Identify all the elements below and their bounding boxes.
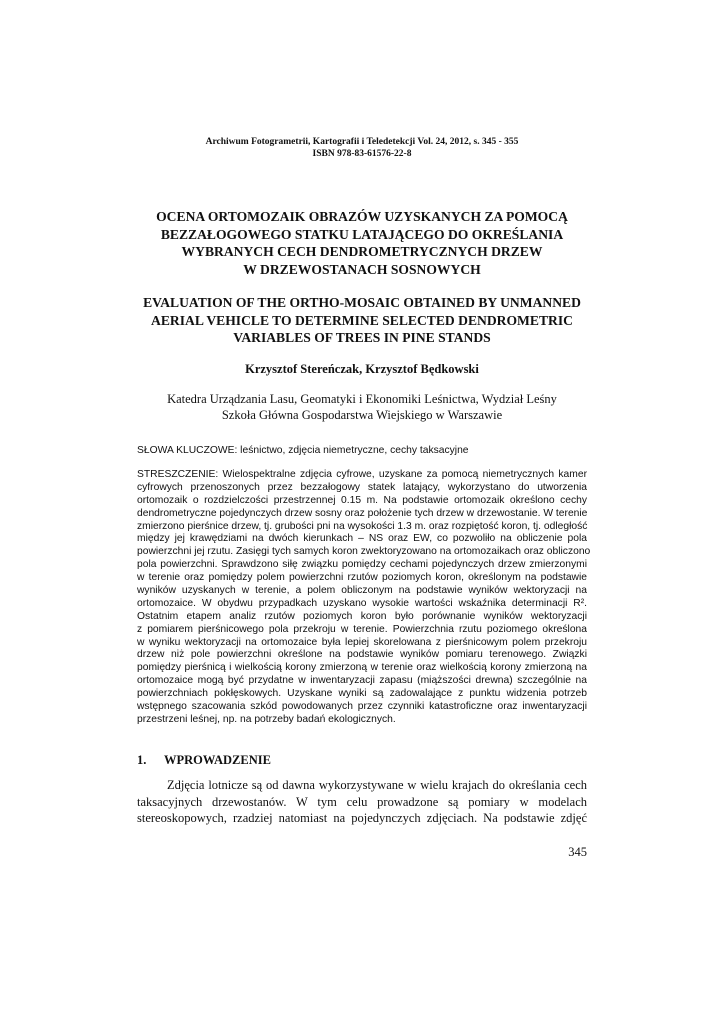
title-english xyxy=(110,294,614,347)
abstract-line: wstępnego szacowania szkód powodowanych przez czynniki katastroficzne oraz inwentaryzacji xyxy=(137,701,587,713)
abstract-line: cyfrowych przenoszonych przez bezzałogowy statek latający, wykorzystano do utworzenia xyxy=(137,481,587,493)
title-pl-line: OCENA ORTOMOZAIK OBRAZÓW UZYSKANYCH ZA POMOCĄ xyxy=(156,209,568,224)
abstract-line: ortomozaice mogą być przydatne w inwentaryzacji zapasu (miąższości drewna) szczególnie na xyxy=(137,675,587,687)
affiliation xyxy=(0,391,724,423)
abstract-line: powierzchniach pokłęskowych. Uzyskane wyniki są zadowalające z punktu widzenia potrzeb xyxy=(137,688,587,700)
abstract-line: Ostatnim etapem analiz rzutów poziomych koron było porównanie wyników wektoryzacji xyxy=(137,610,587,622)
title-en-line: VARIABLES OF TREES IN PINE STANDS xyxy=(233,330,491,345)
abstract-line: pola powierzchni. Sprawdzono siłę związku pomiędzy cechami pojedynczych drzew zmierzonymi xyxy=(137,559,587,571)
abstract-line: zmierzono pierśnice drzew, tj. grubości pni na wysokości 1.3 m. oraz rozpiętość koron, tj. odległość xyxy=(137,520,588,532)
keywords: SŁOWA KLUCZOWE: leśnictwo, zdjęcia niemetryczne, cechy taksacyjne xyxy=(137,445,469,456)
intro-line: taksacyjnych drzewostanów. W tym celu prowadzone są pomiary w modelach xyxy=(137,794,587,809)
section-title: WPROWADZENIE xyxy=(164,753,271,767)
journal-citation: Archiwum Fotogrametrii, Kartografii i Teledetekcji Vol. 24, 2012, s. 345 - 355 xyxy=(205,137,519,147)
abstract-line: z pomiarem pierśnicowego pola przekroju w terenie. Powierzchnia rzutu poziomego określona xyxy=(137,623,587,635)
abstract-line: drzew niż pole powierzchni określone na podstawie wyników pomiaru terenowego. Związki xyxy=(137,649,587,661)
abstract-line: ortomozaik o rozdzielczości przestrzennej 0.15 m. Na podstawie ortomozaik określono cechy xyxy=(137,494,587,506)
page-number: 345 xyxy=(568,845,587,859)
abstract-line: STRESZCZENIE: Wielospektralne zdjęcia cyfrowe, uzyskane za pomocą niemetrycznych kamer xyxy=(137,469,587,480)
title-polish xyxy=(120,208,604,278)
abstract-line: ortomozaice. W obydwu przypadkach uzyskano wysokie wartości wskaźnika determinacji R². xyxy=(137,597,587,609)
abstract-line: powierzchni jej rzutu. Zasięgi tych samych koron zwektoryzowano na ortomozaikach oraz obliczono xyxy=(137,546,591,558)
abstract-line: między jej krawędziami na dwóch kierunkach – NS oraz EW, co pozwoliło na obliczenie pola xyxy=(137,533,587,545)
affiliation-line: Szkoła Główna Gospodarstwa Wiejskiego w Warszawie xyxy=(221,408,503,422)
title-pl-line: WYBRANYCH CECH DENDROMETRYCZNYCH DRZEW xyxy=(181,244,543,259)
abstract xyxy=(137,469,591,727)
intro-line: Zdjęcia lotnicze są od dawna wykorzystywane w wielu krajach do określania cech xyxy=(167,778,587,792)
intro-paragraph xyxy=(137,777,587,827)
section-heading xyxy=(137,753,271,768)
journal-header xyxy=(0,136,724,160)
abstract-line: dendrometryczne pojedynczych drzew sosny oraz położenie tych drzew w drzewostanie. W terenie xyxy=(137,507,588,519)
title-en-line: EVALUATION OF THE ORTHO-MOSAIC OBTAINED BY UNMANNED xyxy=(143,295,581,310)
intro-line: stereoskopowych, rzadziej natomiast na pojedynczych zdjęciach. Na podstawie zdjęć xyxy=(137,811,587,826)
abstract-line: pomiędzy pierśnicą i wielkością korony zmierzoną w terenie oraz wielkością korony zmierzoną na xyxy=(137,662,587,674)
title-en-line: AERIAL VEHICLE TO DETERMINE SELECTED DENDROMETRIC xyxy=(151,312,573,328)
affiliation-line: Katedra Urządzania Lasu, Geomatyki i Ekonomiki Leśnictwa, Wydział Leśny xyxy=(167,392,557,406)
isbn: ISBN 978-83-61576-22-8 xyxy=(312,149,412,159)
abstract-line: przestrzeni leśnej, np. na potrzeby badań ekologicznych. xyxy=(137,713,396,725)
abstract-line: wyników uzyskanych w terenie, a polem obliczonym na podstawie wyników wektoryzacji na xyxy=(137,585,587,597)
authors: Krzysztof Stereńczak, Krzysztof Będkowski xyxy=(245,362,479,376)
section-number: 1. xyxy=(137,753,147,767)
title-pl-line: BEZZAŁOGOWEGO STATKU LATAJĄCEGO DO OKREŚLANIA xyxy=(160,226,564,242)
abstract-line: w terenie oraz pomiędzy polem powierzchni rzutów poziomych koron, określonym na podstawie xyxy=(137,572,587,584)
title-pl-line: W DRZEWOSTANACH SOSNOWYCH xyxy=(243,261,481,277)
abstract-line: w wyniku wektoryzacji na ortomozaice była lepiej skorelowana z pierśnicowym polem przekroju xyxy=(137,636,587,648)
